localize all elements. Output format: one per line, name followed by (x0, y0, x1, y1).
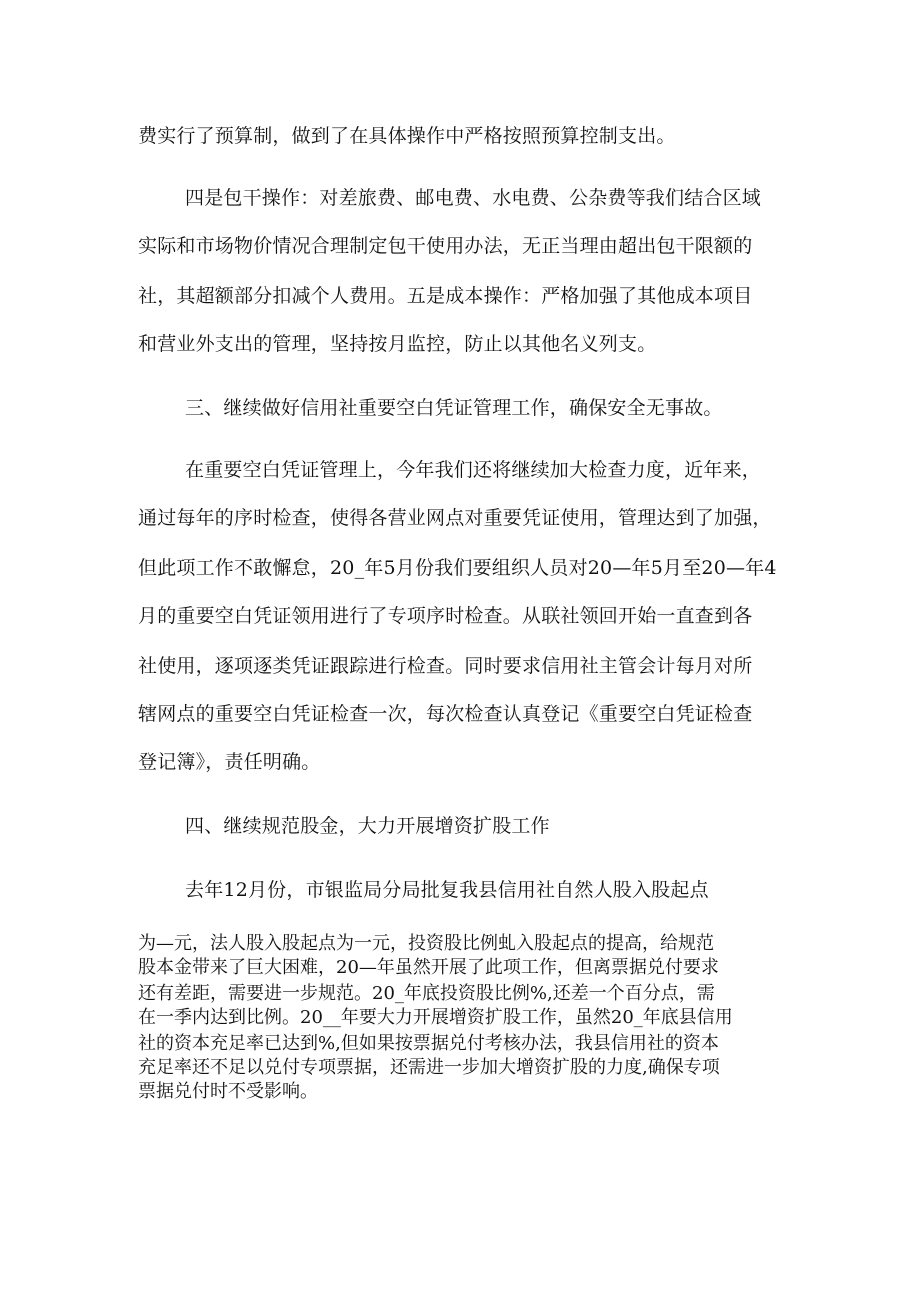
paragraph-line: 在一季内达到比例。20__年要大力开展增资扩股工作，虽然20_年底县信用 (138, 1007, 733, 1028)
paragraph-line: 和营业外支出的管理，坚持按月监控，防止以其他名义列支。 (138, 333, 657, 355)
paragraph-line: 实际和市场物价情况合理制定包干使用办法，无正当理由超出包干限额的 (138, 235, 753, 257)
paragraph-line: 通过每年的序时检查，使得各营业网点对重要凭证使用，管理达到了加强， (138, 507, 772, 529)
paragraph-line: 在重要空白凭证管理上，今年我们还将继续加大检查力度，近年来， (185, 459, 762, 481)
paragraph-line: 社的资本充足率已达到%,但如果按票据兑付考核办法，我县信用社的资本 (138, 1033, 719, 1054)
paragraph-line: 但此项工作不敢懈怠，20_年5月份我们要组织人员对20—年5月至20—年4 (138, 557, 777, 579)
paragraph-line: 社，其超额部分扣减个人费用。五是成本操作：严格加强了其他成本项目 (138, 285, 753, 307)
section-heading: 三、继续做好信用社重要空白凭证管理工作，确保安全无事故。 (185, 397, 723, 419)
paragraph-line: 为—元，法人股入股起点为一元，投资股比例虬入股起点的提高，给规范 (138, 933, 714, 954)
paragraph-line: 登记簿》，责任明确。 (138, 751, 321, 773)
section-heading: 四、继续规范股金，大力开展增资扩股工作 (185, 815, 550, 837)
paragraph-line: 股本金带来了巨大困难，20—年虽然开展了此项工作，但离票据兑付要求 (138, 957, 719, 978)
paragraph-line: 去年12月份，市银监局分局批复我县信用社自然人股入股起点 (185, 879, 709, 901)
paragraph-line: 还有差距，需要进一步规范。20_年底投资股比例%,还差一个百分点，需 (138, 983, 715, 1004)
paragraph-line: 四是包干操作：对差旅费、邮电费、水电费、公杂费等我们结合区域 (185, 187, 762, 209)
paragraph-line: 月的重要空白凭证领用进行了专项序时检查。从联社领回开始一直查到各 (138, 605, 753, 627)
paragraph-line: 社使用，逐项逐类凭证跟踪进行检查。同时要求信用社主管会计每月对所 (138, 655, 753, 677)
paragraph-line: 辖网点的重要空白凭证检查一次，每次检查认真登记《重要空白凭证检查 (138, 703, 753, 725)
paragraph-line: 费实行了预算制，做到了在具体操作中严格按照预算控制支出。 (138, 125, 676, 147)
paragraph-line: 充足率还不足以兑付专项票据，还需进一步加大增资扩股的力度,确保专项 (138, 1057, 720, 1078)
paragraph-line: 票据兑付时不受影响。 (138, 1081, 318, 1102)
